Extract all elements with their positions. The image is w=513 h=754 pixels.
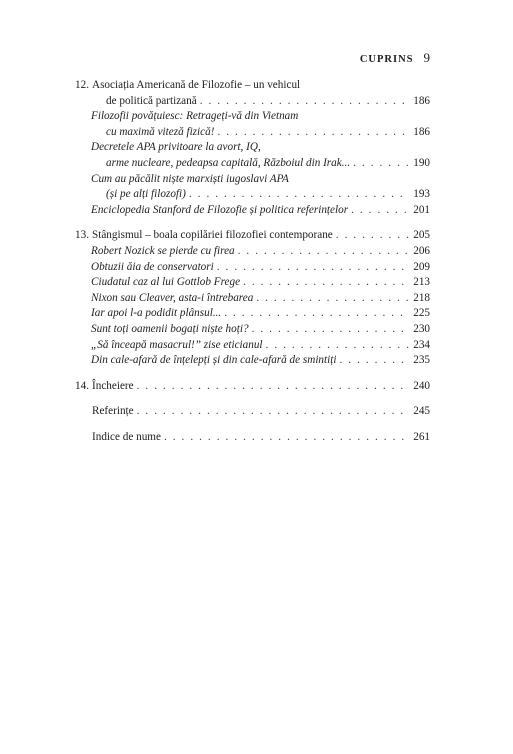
leader-dots bbox=[256, 291, 409, 307]
leader-dots bbox=[217, 260, 409, 276]
section-title: Cum au păcălit niște marxiști iugoslavi APA bbox=[91, 172, 289, 185]
leader-dots bbox=[164, 430, 409, 446]
leader-dots bbox=[217, 125, 409, 141]
toc-chapter-12-title-cont bbox=[75, 94, 430, 110]
leader-dots bbox=[243, 275, 409, 291]
leader-dots bbox=[137, 404, 409, 420]
leader-dots bbox=[351, 203, 409, 219]
page-ref: 193 bbox=[413, 188, 430, 201]
toc-chapter-12-title bbox=[75, 78, 430, 94]
page-ref: 201 bbox=[413, 203, 430, 216]
page-ref: 245 bbox=[413, 405, 430, 418]
section-title-cont: (și pe alți filozofi) bbox=[106, 188, 186, 201]
page-ref: 186 bbox=[413, 125, 430, 138]
leader-dots bbox=[353, 156, 409, 172]
section-title: Robert Nozick se pierde cu firea bbox=[91, 244, 235, 257]
chapter-title: Încheiere bbox=[92, 379, 134, 392]
chapter-title: Stângismul – boala copilăriei filozofiei contemporane bbox=[92, 229, 333, 242]
toc-section bbox=[75, 140, 430, 156]
section-title-cont: arme nucleare, pedeapsa capitală, Războiul din Irak... bbox=[106, 156, 351, 169]
toc-section bbox=[75, 322, 430, 338]
section-title: Decretele APA privitoare la avort, IQ, bbox=[91, 141, 261, 154]
toc-section bbox=[75, 275, 430, 291]
page-ref: 205 bbox=[413, 229, 430, 242]
leader-dots bbox=[200, 94, 409, 110]
running-head bbox=[360, 50, 430, 66]
page-ref: 209 bbox=[413, 260, 430, 273]
leader-dots bbox=[224, 306, 409, 322]
leader-dots bbox=[336, 228, 409, 244]
leader-dots bbox=[189, 187, 409, 203]
page-ref: 240 bbox=[413, 379, 430, 392]
chapter-number: 12. bbox=[75, 79, 89, 91]
toc-chapter-14-title bbox=[75, 379, 430, 395]
toc-section bbox=[75, 172, 430, 188]
toc-section bbox=[75, 306, 430, 322]
toc-chapter-13-title bbox=[75, 228, 430, 244]
toc-section bbox=[75, 338, 430, 354]
toc-references bbox=[75, 404, 430, 420]
toc-index bbox=[75, 430, 430, 446]
toc-section-cont bbox=[75, 156, 430, 172]
toc-section bbox=[75, 244, 430, 260]
page-ref: 261 bbox=[413, 430, 430, 443]
toc-section bbox=[75, 353, 430, 369]
section-title: Iar apoi l-a podidit plânsul... bbox=[91, 307, 222, 320]
section-title: Din cale-afară de înțelepți și din cale-afară de smintiți bbox=[91, 354, 337, 367]
toc-section bbox=[75, 109, 430, 125]
page-ref: 213 bbox=[413, 276, 430, 289]
chapter-number: 13. bbox=[75, 229, 89, 242]
toc-section bbox=[75, 260, 430, 276]
page-ref: 234 bbox=[413, 338, 430, 351]
chapter-title: Asociația Americană de Filozofie – un vehicul bbox=[92, 79, 301, 91]
page-ref: 206 bbox=[413, 244, 430, 257]
section-title-cont: cu maximă viteză fizică! bbox=[106, 125, 215, 138]
page-ref: 190 bbox=[413, 156, 430, 169]
section-title: „Să înceapă masacrul!” zise eticianul bbox=[91, 338, 263, 351]
chapter-title-cont: de politică partizană bbox=[106, 94, 197, 107]
page-number: 9 bbox=[423, 50, 430, 65]
leader-dots bbox=[238, 244, 409, 260]
leader-dots bbox=[266, 338, 409, 354]
leader-dots bbox=[137, 379, 409, 395]
toc-section bbox=[75, 291, 430, 307]
section-title: Enciclopedia Stanford de Filozofie și politica referințelor bbox=[91, 203, 349, 216]
page-ref: 225 bbox=[413, 307, 430, 320]
toc-section-cont bbox=[75, 187, 430, 203]
section-title: Obtuzii ăia de conservatori bbox=[91, 260, 214, 273]
chapter-number: 14. bbox=[75, 379, 89, 392]
leader-dots bbox=[339, 353, 409, 369]
references-title: Referințe bbox=[92, 405, 134, 418]
page-ref: 218 bbox=[413, 291, 430, 304]
toc-section bbox=[75, 203, 430, 219]
toc-section-cont bbox=[75, 125, 430, 141]
page-ref: 186 bbox=[413, 94, 430, 107]
section-title: Ciudatul caz al lui Gottlob Frege bbox=[91, 276, 241, 289]
page-ref: 230 bbox=[413, 322, 430, 335]
table-of-contents bbox=[75, 78, 430, 445]
section-title: Nixon sau Cleaver, asta-i întrebarea bbox=[91, 291, 254, 304]
section-title: Filozofii povățuiesc: Retrageți-vă din Vietnam bbox=[91, 110, 299, 123]
running-head-label: CUPRINS bbox=[359, 54, 414, 65]
section-title: Sunt toți oamenii bogați niște hoți? bbox=[91, 322, 249, 335]
index-title: Indice de nume bbox=[92, 430, 161, 443]
page-ref: 235 bbox=[413, 354, 430, 367]
leader-dots bbox=[252, 322, 409, 338]
